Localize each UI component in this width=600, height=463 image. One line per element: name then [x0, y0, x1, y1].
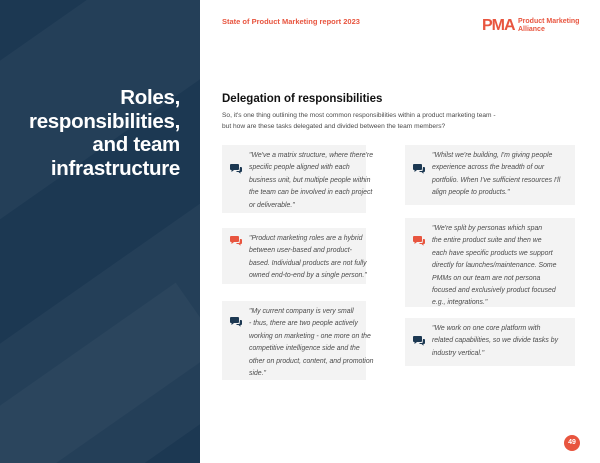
chapter-title-line: Roles,	[120, 86, 180, 109]
chapter-title-line: infrastructure	[50, 156, 180, 180]
quote-line: focused and exclusively product focused	[432, 287, 556, 295]
speech-bubble-icon	[230, 316, 242, 327]
quote-line: the entire product suite and then we	[432, 237, 542, 245]
section-heading: Delegation of responsibilities	[222, 93, 383, 105]
quote-line: or deliverable."	[249, 201, 295, 209]
quote-line: "We're split by personas which span	[432, 225, 543, 232]
quote-line: the team can be involved in each project	[249, 189, 373, 197]
speech-bubble-shape	[230, 164, 239, 172]
logo-text-line: Alliance	[518, 26, 545, 33]
quote-line: based. Individual products are not fully	[249, 259, 367, 267]
quote-line: competitive intelligence side and the	[249, 345, 360, 353]
speech-bubble-shape	[230, 236, 239, 244]
quote-line: e.g., integrations."	[432, 299, 488, 307]
quote-line: portfolio. When I've sufficient resources I'll	[432, 176, 561, 184]
speech-bubble-icon	[413, 235, 425, 246]
quote-text	[249, 233, 367, 283]
quote-card	[222, 228, 366, 284]
quote-text	[249, 150, 374, 212]
quote-card	[222, 145, 374, 213]
speech-bubble-shape	[413, 164, 422, 172]
quote-text	[432, 150, 567, 200]
quote-line: working on marketing - one more on the	[249, 332, 371, 340]
intro-line: So, it's one thing outlining the most common responsibilities within a product marketing team -	[222, 112, 496, 119]
quote-line: "Whilst we're building, I'm giving people	[432, 152, 553, 159]
speech-bubble-shape	[413, 336, 422, 344]
intro-line: but how are these tasks delegated and divided between the team members?	[222, 122, 446, 130]
quote-line: experience across the breadth of our	[432, 164, 545, 172]
report-title: State of Product Marketing report 2023	[222, 17, 360, 26]
speech-bubble-shape	[230, 317, 239, 325]
quote-line: specific people aligned with each	[249, 164, 350, 172]
quote-line: owned end-to-end by a single person."	[249, 272, 367, 280]
quote-line: "We work on one core platform with	[432, 325, 541, 332]
quote-line: "My current company is very small	[249, 308, 354, 315]
quote-line: industry vertical."	[432, 349, 485, 357]
quote-text	[432, 223, 567, 310]
sidebar-panel	[0, 0, 200, 463]
logo-text	[518, 18, 579, 34]
quote-line: between user-based and product-	[249, 247, 352, 255]
quote-line: side."	[249, 370, 267, 378]
page-number-badge: 49	[564, 435, 580, 451]
quote-line: PMMs on our team are not persona	[432, 274, 541, 282]
logo-text-line: Product Marketing	[518, 18, 580, 25]
chapter-title-line: and team	[92, 133, 180, 156]
quote-line: - thus, there are two people actively	[249, 320, 358, 328]
quote-line: "We've a matrix structure, where there're	[249, 152, 374, 159]
quote-line: business unit, but multiple people within	[249, 176, 371, 184]
quote-text	[249, 306, 374, 380]
quote-card	[405, 318, 575, 366]
quote-line: directly for launches/maintenance. Some	[432, 262, 557, 270]
speech-bubble-icon	[230, 235, 242, 246]
section-intro	[222, 111, 552, 132]
quote-card	[405, 145, 575, 205]
speech-bubble-icon	[230, 163, 242, 174]
quote-text	[432, 323, 567, 360]
quote-card	[222, 301, 374, 380]
quote-card	[405, 218, 575, 307]
quote-line: each have specific products we support	[432, 249, 553, 257]
speech-bubble-shape	[413, 236, 422, 244]
speech-bubble-icon	[413, 163, 425, 174]
chapter-title-line: responsibilities,	[29, 109, 180, 133]
quote-line: align people to products."	[432, 189, 510, 197]
quote-line: related capabilities, so we divide tasks by	[432, 337, 559, 345]
chapter-title	[0, 86, 180, 180]
quote-line: other on product, content, and promotion	[249, 357, 374, 365]
quote-line: "Product marketing roles are a hybrid	[249, 235, 363, 242]
speech-bubble-icon	[413, 335, 425, 346]
logo-mark: PMA	[482, 17, 515, 34]
